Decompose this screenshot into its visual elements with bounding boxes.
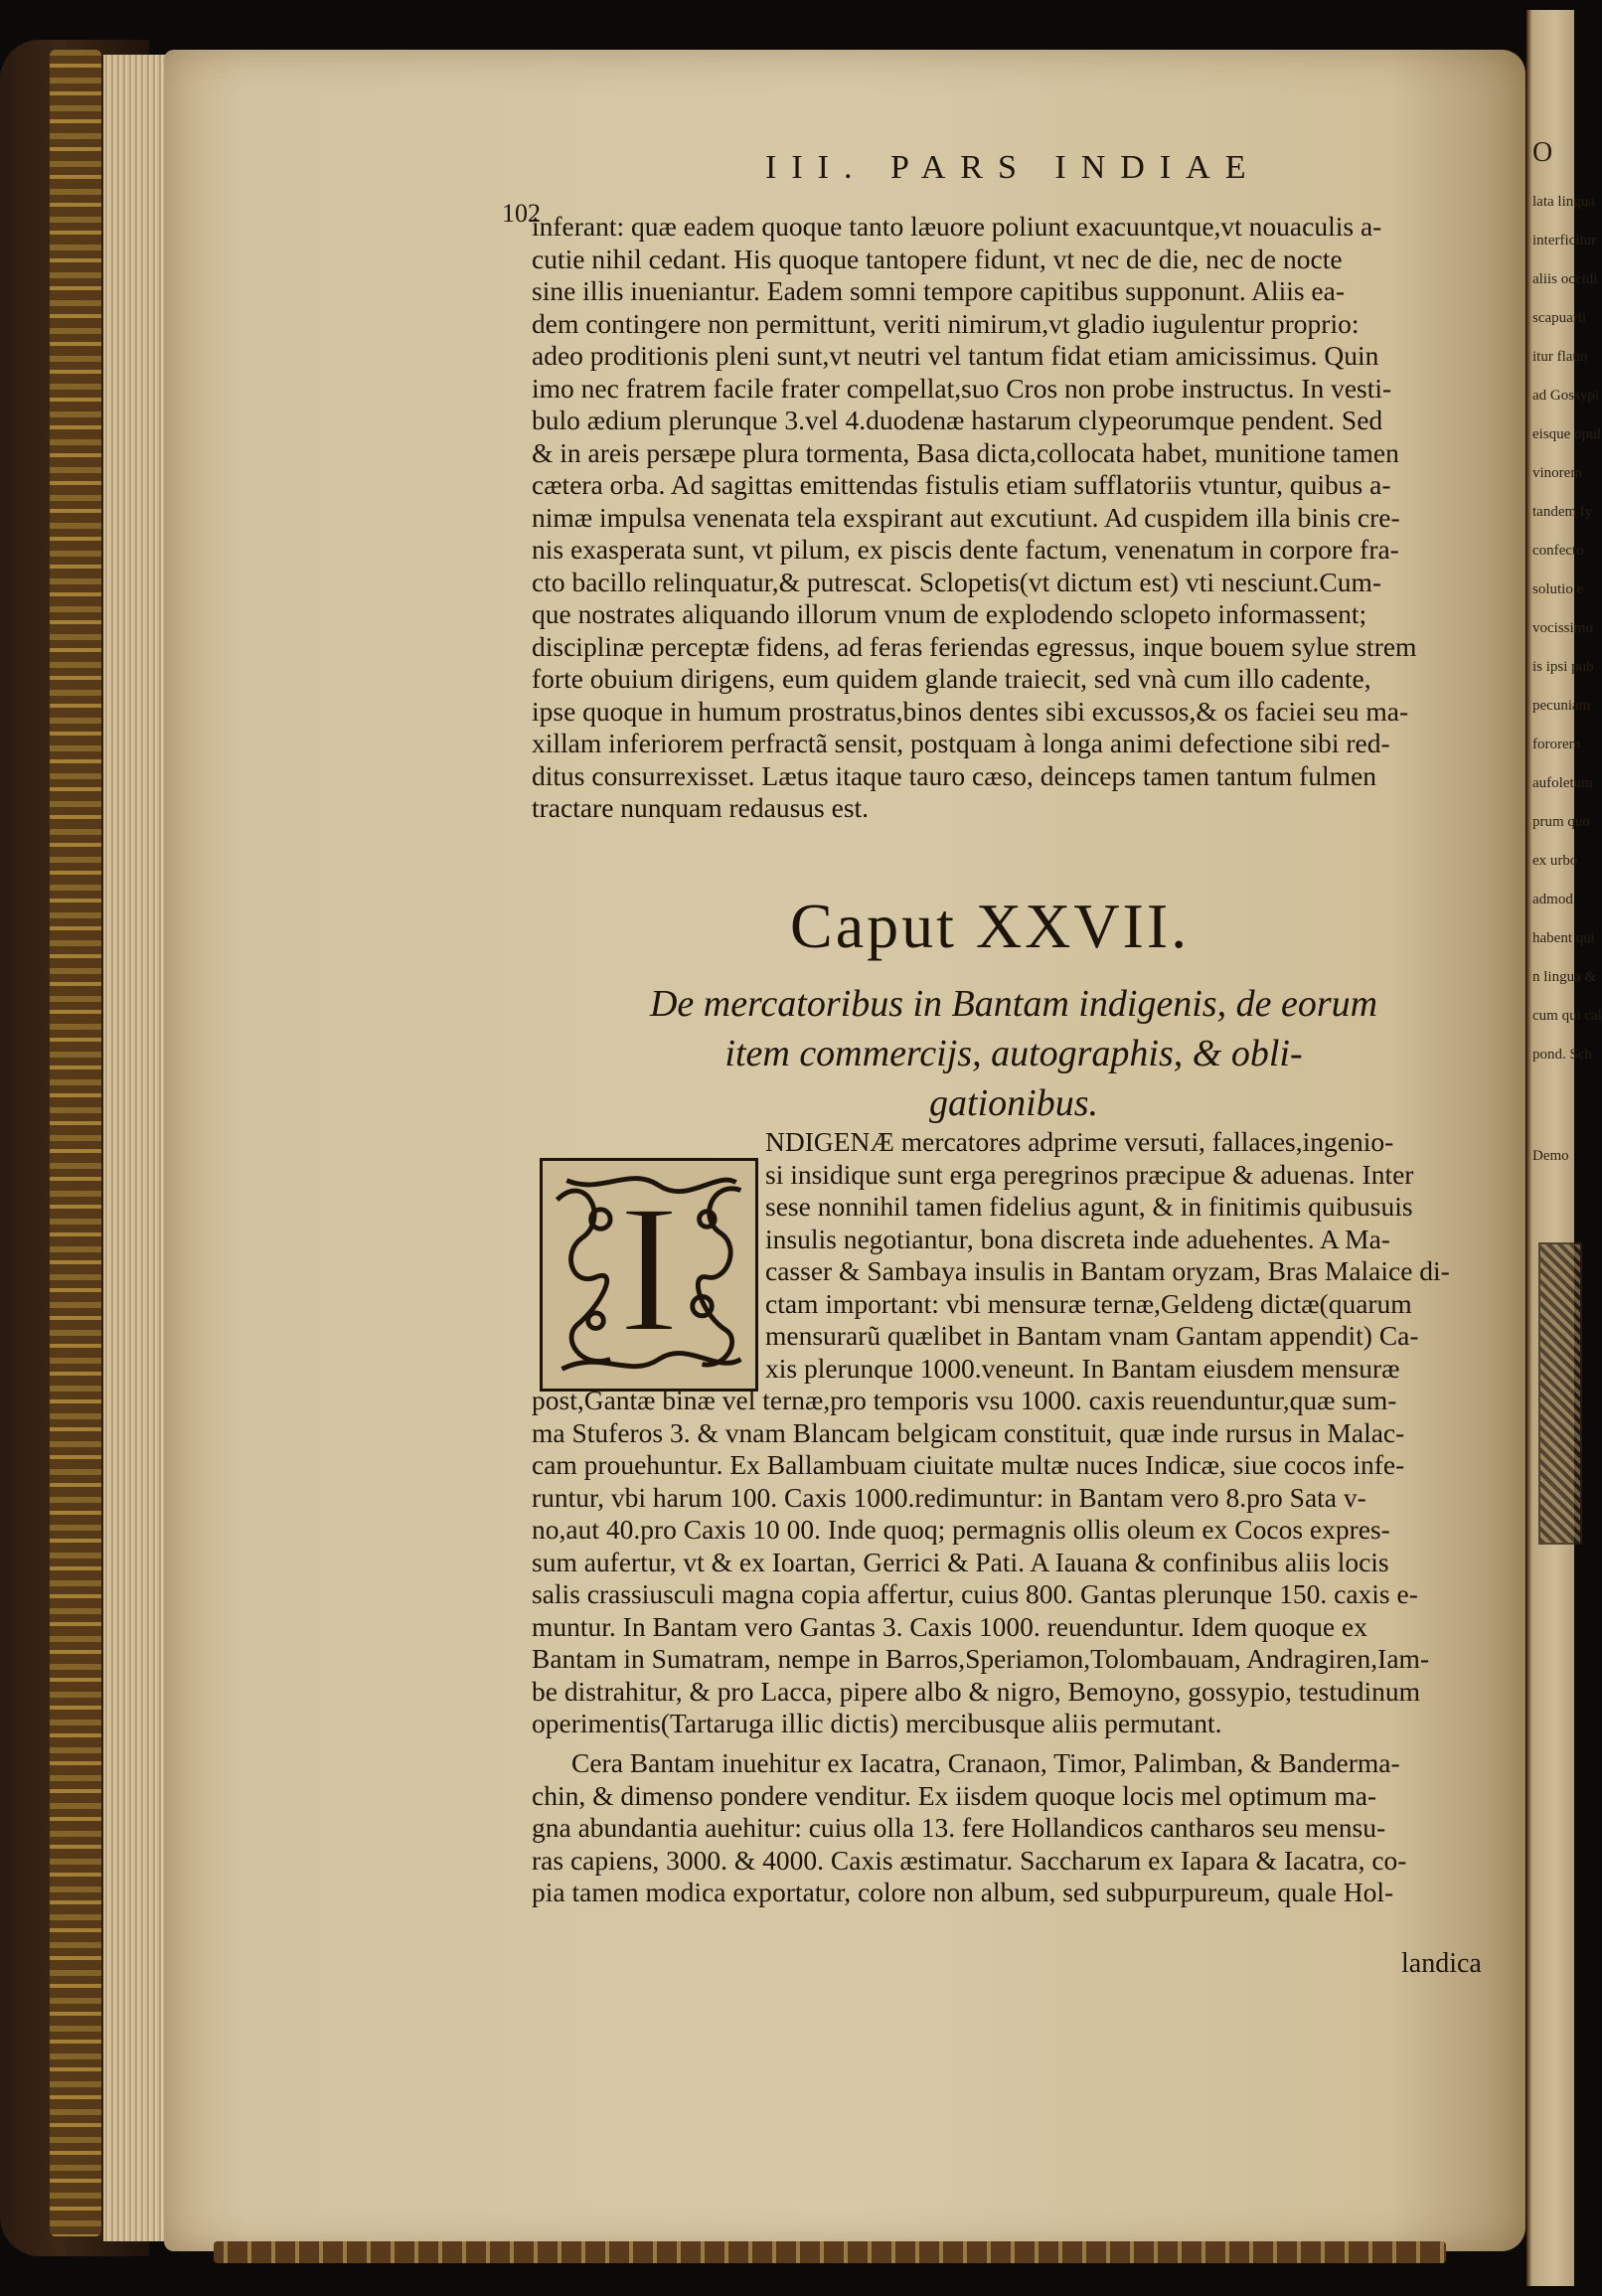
text-line: NDIGENÆ mercatores adprime versuti, fallaces,ingenio- (765, 1126, 1394, 1157)
text-line: casser & Sambaya insulis in Bantam oryzam, Bras Malaice di- (765, 1255, 1450, 1286)
catchword: landica (1401, 1948, 1482, 1979)
bottom-gilt-border (214, 2241, 1446, 2263)
facing-page-fragment: vinorem (1532, 465, 1582, 481)
text-line: cam prouehuntur. Ex Ballambuam ciuitate multæ nuces Indicæ, siue cocos infe- (532, 1449, 1405, 1480)
text-line: Bantam in Sumatram, nempe in Barros,Speriamon,Tolombauam, Andragiren,Iam- (532, 1643, 1430, 1674)
facing-page-fragment: itur flaun (1532, 349, 1588, 365)
facing-page-fragment: prum quo (1532, 814, 1590, 830)
text-line: gna abundantia auehitur: cuius olla 13. fere Hollandicos cantharos seu mensu- (532, 1812, 1386, 1843)
subtitle-line: De mercatoribus in Bantam indigenis, de eorum (649, 983, 1378, 1025)
text-line: & in areis persæpe plura tormenta, Basa dicta,collocata habet, munitione tamen (532, 436, 1399, 468)
facing-page-fragment: vocissimo (1532, 620, 1593, 636)
text-line: insulis negotiantur, bona discreta inde aduehentes. A Ma- (765, 1223, 1390, 1254)
facing-page-fragment: eisque opul (1532, 426, 1601, 442)
facing-page-fragment: is ipsi pub (1532, 659, 1594, 675)
text-line: xillam inferiorem perfractã sensit, postquam à longa animi defectione sibi red- (532, 728, 1390, 758)
text-line: ditus consurrexisset. Lætus itaque tauro cæso, deinceps tamen tantum fulmen (532, 759, 1377, 791)
paragraph-3 (532, 1747, 1471, 1909)
text-line: sese nonnihil tamen fidelius agunt, & in finitimis quibusuis (765, 1191, 1413, 1222)
text-line: Cera Bantam inuehitur ex Iacatra, Cranaon, Timor, Palimban, & Banderma- (571, 1747, 1400, 1778)
text-line: sum aufertur, vt & ex Ioartan, Gerrici & Pati. A Iauana & confinibus aliis locis (532, 1546, 1389, 1577)
text-line: inferant: quæ eadem quoque tanto læuore poliunt exacuuntque,vt nouaculis a- (532, 211, 1382, 242)
chapter-title: Caput XXVII. (790, 891, 1191, 961)
text-line: be distrahitur, & pro Lacca, pipere albo & nigro, Bemoyno, gossypio, testudinum (532, 1675, 1421, 1707)
text-line: xis plerunque 1000.veneunt. In Bantam eiusdem mensuræ (765, 1352, 1400, 1384)
page-number: 102 (502, 199, 541, 228)
page-edges (103, 55, 173, 2241)
text-line: runtur, vbi harum 100. Caxis 1000.redimuntur: in Bantam vero 8.pro Sata v- (532, 1481, 1366, 1513)
facing-page-fragment: ex urbo (1532, 853, 1578, 869)
facing-page-fragment: cum qui cal (1532, 1008, 1602, 1024)
facing-page-fragment: scapuarii (1532, 310, 1587, 326)
text-line: tractare nunquam redausus est. (532, 792, 870, 823)
facing-page-fragment: habent qui (1532, 930, 1595, 946)
chapter-subtitle (616, 979, 1411, 1128)
text-line: si insidique sunt erga peregrinos præcipue & aduenas. Inter (765, 1158, 1414, 1190)
paragraph-1 (532, 211, 1471, 825)
text-line: disciplinæ perceptæ fidens, ad feras feriendas egressus, inque bouem sylue strem (532, 630, 1417, 662)
text-line: adeo proditionis pleni sunt,vt neutri vel tantum fidat etiam amicissimus. Quin (532, 340, 1379, 371)
text-line: cutie nihil cedant. His quoque tantopere fidunt, vt nec de die, nec de nocte (532, 243, 1343, 274)
facing-page-fragment: aufoletum (1532, 775, 1593, 791)
paragraph-2 (532, 1385, 1471, 1740)
text-line: mensurarũ quælibet in Bantam vnam Gantam appendit) Ca- (765, 1320, 1419, 1351)
text-line: nis exasperata sunt, vt pilum, ex piscis dente factum, venenatum in corpore fra- (532, 534, 1399, 565)
text-line: ras capiens, 3000. & 4000. Caxis æstimatur. Saccharum ex Iapara & Iacatra, co- (532, 1844, 1407, 1876)
text-line: sine illis inueniantur. Eadem somni tempore capitibus supponunt. Aliis ea- (532, 275, 1346, 306)
text-line: que nostrates aliquando illorum vnum de explodendo sclopeto informassent; (532, 598, 1367, 629)
text-line: imo nec fratrem facile frater compellat,suo Cros non probe instructus. In vesti- (532, 372, 1392, 404)
running-title: III. PARS INDIAE (765, 149, 1261, 186)
text-line: ctam important: vbi mensuræ ternæ,Geldeng dictæ(quarum (765, 1287, 1412, 1319)
paragraph-2-indented (765, 1126, 1469, 1385)
ornamental-initial-icon (543, 1161, 755, 1389)
text-line: nimæ impulsa venenata tela exspirant aut excutiunt. Ad cuspidem illa binis cre- (532, 501, 1400, 533)
text-line: salis crassiusculi magna copia affertur, cuius 800. Gantas plerunque 150. caxis e- (532, 1578, 1418, 1609)
facing-page-fragment: admod (1532, 892, 1573, 907)
gilt-spine-border (50, 50, 101, 2236)
text-line: no,aut 40.pro Caxis 10 00. Inde quoq; permagnis ollis oleum ex Cocos expres- (532, 1514, 1390, 1545)
facing-page-fragment: ad Gossypi (1532, 388, 1600, 404)
decorated-initial (540, 1158, 758, 1392)
facing-page-fragment: O (1532, 137, 1553, 168)
facing-page-fragment: pecuniam (1532, 698, 1591, 714)
facing-page-fragment: confecto (1532, 543, 1584, 559)
facing-page-fragment: fororem (1532, 737, 1581, 752)
text-line: cto bacillo relinquatur,& putrescat. Sclopetis(vt dictum est) vti nesciunt.Cum- (532, 566, 1382, 597)
facing-page-initial-ornament (1538, 1242, 1582, 1545)
facing-page-fragment: pond. Sch (1532, 1047, 1592, 1063)
text-line: muntur. In Bantam vero Gantas 3. Caxis 1000. reuenduntur. Idem quoque ex (532, 1610, 1367, 1642)
facing-page-fragment: interficitur (1532, 233, 1597, 248)
text-line: cætera orba. Ad sagittas emittendas fistulis etiam sufflatoriis vtuntur, quibus a- (532, 469, 1391, 500)
initial-letter: I (618, 1166, 680, 1371)
facing-page-fragment: aliis occidi (1532, 271, 1598, 287)
text-line: chin, & dimenso pondere venditur. Ex iisdem quoque locis mel optimum ma- (532, 1779, 1377, 1811)
facing-page-fragment: lata lingua (1532, 194, 1595, 210)
facing-page-fragment: tandem fy (1532, 504, 1593, 520)
text-line: forte obuium dirigens, eum quidem glande traiecit, sed vnà cum illo cadente, (532, 663, 1371, 694)
facing-page-fragment: n lingua & (1532, 969, 1597, 985)
text-line: ipse quoque in humum prostratus,binos dentes sibi excussos,& os faciei seu ma- (532, 695, 1409, 727)
facing-page-fragment: Demo (1532, 1148, 1569, 1164)
subtitle-line: gationibus. (929, 1082, 1098, 1124)
facing-page-fragment: solutio e (1532, 581, 1584, 597)
text-line: pia tamen modica exportatur, colore non album, sed subpurpureum, quale Hol- (532, 1877, 1394, 1907)
text-line: post,Gantæ binæ vel ternæ,pro temporis vsu 1000. caxis reuenduntur,quæ sum- (532, 1385, 1397, 1415)
text-line: ma Stuferos 3. & vnam Blancam belgicam constituit, quæ inde rursus in Malac- (532, 1416, 1405, 1448)
text-line: bulo ædium plerunque 3.vel 4.duodenæ hastarum clypeorumque pendent. Sed (532, 405, 1383, 435)
text-line: dem contingere non permittunt, veriti nimirum,vt gladio iugulentur proprio: (532, 307, 1360, 339)
subtitle-line: item commercijs, autographis, & obli- (724, 1033, 1303, 1074)
text-line: operimentis(Tartaruga illic dictis) mercibusque aliis permutant. (532, 1708, 1222, 1738)
